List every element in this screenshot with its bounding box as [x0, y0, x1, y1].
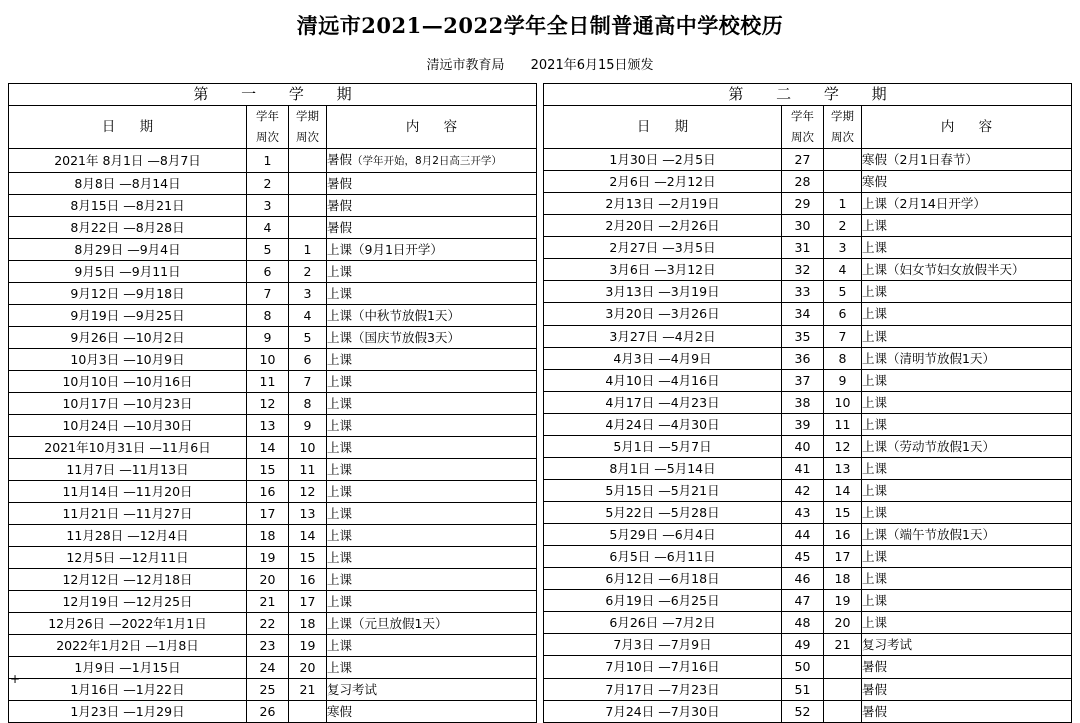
cell-content: 暑假 — [862, 678, 1072, 700]
cell-content: 上课（劳动节放假1天） — [862, 435, 1072, 457]
cell-content: 上课 — [862, 391, 1072, 413]
cell-date: 3月13日 —3月19日 — [544, 281, 782, 303]
term2-title-row — [544, 84, 1072, 106]
cell-term-week: 18 — [289, 613, 327, 635]
table-row — [544, 568, 1072, 590]
cell-date: 10月24日 —10月30日 — [9, 415, 247, 437]
table-row — [544, 149, 1072, 171]
cell-school-year-week: 4 — [247, 217, 289, 239]
issue-date-label: 2021年6月15日颁发 — [530, 58, 654, 73]
cell-school-year-week: 21 — [247, 591, 289, 613]
cell-term-week: 19 — [824, 590, 862, 612]
cell-term-week: 11 — [824, 413, 862, 435]
cell-term-week: 12 — [824, 435, 862, 457]
cell-school-year-week: 49 — [782, 634, 824, 656]
cell-school-year-week: 42 — [782, 479, 824, 501]
cell-date: 8月15日 —8月21日 — [9, 195, 247, 217]
cell-content: 上课 — [862, 568, 1072, 590]
cell-content: 上课（中秋节放假1天） — [327, 305, 537, 327]
cell-date: 7月3日 —7月9日 — [544, 634, 782, 656]
table-row — [9, 261, 537, 283]
cell-term-week: 1 — [289, 239, 327, 261]
col-header-term-week — [824, 106, 862, 149]
cell-content: 上课 — [327, 503, 537, 525]
cell-content: 寒假 — [862, 171, 1072, 193]
cell-term-week: 7 — [289, 371, 327, 393]
cell-content: 上课 — [327, 283, 537, 305]
table-row — [544, 347, 1072, 369]
cell-content: 上课 — [327, 547, 537, 569]
cell-date: 8月8日 —8月14日 — [9, 173, 247, 195]
table-row — [544, 656, 1072, 678]
table-row — [9, 525, 537, 547]
table-row — [9, 657, 537, 679]
cell-date: 2022年1月2日 —1月8日 — [9, 635, 247, 657]
cell-school-year-week: 37 — [782, 369, 824, 391]
cell-term-week: 10 — [824, 391, 862, 413]
cell-term-week: 11 — [289, 459, 327, 481]
table-row — [9, 217, 537, 239]
cell-date: 12月5日 —12月11日 — [9, 547, 247, 569]
cell-content: 上课 — [862, 612, 1072, 634]
cell-date: 6月12日 —6月18日 — [544, 568, 782, 590]
cell-date: 7月24日 —7月30日 — [544, 700, 782, 722]
cell-term-week: 10 — [289, 437, 327, 459]
col-header-term-week-line2: 周次 — [296, 130, 319, 144]
cell-term-week: 2 — [824, 215, 862, 237]
cell-term-week — [824, 171, 862, 193]
col-header-school-year-week-line1: 学年 — [791, 109, 814, 123]
cell-school-year-week: 52 — [782, 700, 824, 722]
cell-content: 暑假（学年开始，8月2日高三开学） — [327, 149, 537, 173]
document-subtitle — [0, 54, 1080, 73]
cell-date: 3月27日 —4月2日 — [544, 325, 782, 347]
cell-content: 上课 — [862, 303, 1072, 325]
table-row — [9, 305, 537, 327]
cell-content: 上课（9月1日开学） — [327, 239, 537, 261]
cell-school-year-week: 15 — [247, 459, 289, 481]
col-header-content: 内 容 — [327, 106, 537, 149]
table-row — [544, 369, 1072, 391]
cell-date: 2月27日 —3月5日 — [544, 237, 782, 259]
cell-school-year-week: 34 — [782, 303, 824, 325]
cell-school-year-week: 8 — [247, 305, 289, 327]
cell-term-week: 6 — [289, 349, 327, 371]
page-title: 清远市2021—2022学年全日制普通高中学校校历 — [296, 13, 784, 38]
cell-date: 10月3日 —10月9日 — [9, 349, 247, 371]
cell-content: 寒假（2月1日春节） — [862, 149, 1072, 171]
cell-content: 上课（2月14日开学） — [862, 193, 1072, 215]
cell-term-week: 21 — [824, 634, 862, 656]
table-row — [9, 679, 537, 701]
table-row — [9, 547, 537, 569]
table-row — [9, 239, 537, 261]
cell-school-year-week: 12 — [247, 393, 289, 415]
table-row — [544, 479, 1072, 501]
cell-content: 上课（端午节放假1天） — [862, 524, 1072, 546]
term1-header-row — [9, 106, 537, 149]
table-row — [544, 303, 1072, 325]
cell-content: 上课（国庆节放假3天） — [327, 327, 537, 349]
col-header-term-week — [289, 106, 327, 149]
cell-school-year-week: 10 — [247, 349, 289, 371]
table-row — [9, 635, 537, 657]
cell-school-year-week: 26 — [247, 701, 289, 723]
cell-term-week — [289, 217, 327, 239]
calendar-tables — [0, 83, 1080, 723]
table-row — [9, 591, 537, 613]
cell-date: 4月3日 —4月9日 — [544, 347, 782, 369]
cell-content: 上课（清明节放假1天） — [862, 347, 1072, 369]
cell-school-year-week: 31 — [782, 237, 824, 259]
cell-school-year-week: 3 — [247, 195, 289, 217]
cell-term-week: 1 — [824, 193, 862, 215]
cell-date: 5月29日 —6月4日 — [544, 524, 782, 546]
cell-date: 2月20日 —2月26日 — [544, 215, 782, 237]
cell-content: 上课 — [327, 525, 537, 547]
term2-table — [543, 83, 1072, 723]
cell-content: 上课 — [327, 569, 537, 591]
cell-content: 暑假 — [327, 173, 537, 195]
cell-term-week: 5 — [289, 327, 327, 349]
table-row — [9, 415, 537, 437]
cell-date: 11月14日 —11月20日 — [9, 481, 247, 503]
col-header-school-year-week-line2: 周次 — [791, 130, 814, 144]
cell-content: 上课 — [327, 261, 537, 283]
cell-date: 4月24日 —4月30日 — [544, 413, 782, 435]
cell-school-year-week: 33 — [782, 281, 824, 303]
cell-content: 上课 — [327, 657, 537, 679]
table-row — [544, 700, 1072, 722]
cell-term-week: 17 — [824, 546, 862, 568]
cell-content: 上课 — [862, 325, 1072, 347]
cell-school-year-week: 43 — [782, 502, 824, 524]
cell-term-week: 21 — [289, 679, 327, 701]
table-row — [544, 457, 1072, 479]
cell-school-year-week: 11 — [247, 371, 289, 393]
cell-term-week — [289, 195, 327, 217]
cell-school-year-week: 22 — [247, 613, 289, 635]
cell-date: 8月22日 —8月28日 — [9, 217, 247, 239]
table-row — [9, 503, 537, 525]
table-row — [9, 481, 537, 503]
cell-term-week — [824, 149, 862, 171]
term1-body — [9, 149, 537, 723]
cell-school-year-week: 47 — [782, 590, 824, 612]
table-row — [544, 413, 1072, 435]
cell-school-year-week: 13 — [247, 415, 289, 437]
cell-date: 8月1日 —5月14日 — [544, 457, 782, 479]
col-header-term-week-line1: 学期 — [831, 109, 854, 123]
cell-school-year-week: 24 — [247, 657, 289, 679]
table-row — [9, 349, 537, 371]
cell-term-week: 15 — [289, 547, 327, 569]
cell-school-year-week: 50 — [782, 656, 824, 678]
term2-title: 第 二 学 期 — [544, 84, 1072, 106]
cell-term-week: 9 — [289, 415, 327, 437]
issuer-label: 清远市教育局 — [426, 58, 505, 73]
plus-mark: + — [10, 672, 21, 686]
cell-school-year-week: 36 — [782, 347, 824, 369]
cell-content: 上课 — [862, 281, 1072, 303]
table-row — [544, 325, 1072, 347]
table-row — [9, 569, 537, 591]
cell-term-week: 3 — [824, 237, 862, 259]
table-row — [544, 391, 1072, 413]
cell-term-week: 4 — [824, 259, 862, 281]
cell-school-year-week: 27 — [782, 149, 824, 171]
cell-term-week: 19 — [289, 635, 327, 657]
table-row — [9, 149, 537, 173]
table-row — [544, 524, 1072, 546]
cell-date: 3月20日 —3月26日 — [544, 303, 782, 325]
cell-date: 9月19日 —9月25日 — [9, 305, 247, 327]
table-row — [9, 371, 537, 393]
cell-school-year-week: 5 — [247, 239, 289, 261]
table-row — [9, 173, 537, 195]
table-row — [9, 393, 537, 415]
cell-term-week: 7 — [824, 325, 862, 347]
cell-date: 3月6日 —3月12日 — [544, 259, 782, 281]
cell-content: 上课 — [327, 459, 537, 481]
cell-term-week: 3 — [289, 283, 327, 305]
cell-content: 上课 — [862, 590, 1072, 612]
cell-date: 7月17日 —7月23日 — [544, 678, 782, 700]
cell-school-year-week: 16 — [247, 481, 289, 503]
table-row — [544, 259, 1072, 281]
table-row — [544, 546, 1072, 568]
cell-content: 上课 — [327, 635, 537, 657]
cell-term-week: 20 — [824, 612, 862, 634]
table-row — [9, 459, 537, 481]
table-row — [544, 678, 1072, 700]
cell-term-week: 13 — [289, 503, 327, 525]
cell-term-week: 5 — [824, 281, 862, 303]
term1-table — [8, 83, 537, 723]
col-header-term-week-line1: 学期 — [296, 109, 319, 123]
cell-school-year-week: 44 — [782, 524, 824, 546]
cell-term-week: 12 — [289, 481, 327, 503]
cell-content: 暑假 — [327, 195, 537, 217]
cell-term-week: 2 — [289, 261, 327, 283]
term1-title-row — [9, 84, 537, 106]
table-row — [9, 701, 537, 723]
cell-school-year-week: 2 — [247, 173, 289, 195]
cell-school-year-week: 23 — [247, 635, 289, 657]
cell-date: 11月21日 —11月27日 — [9, 503, 247, 525]
cell-content: 上课 — [862, 413, 1072, 435]
cell-school-year-week: 1 — [247, 149, 289, 173]
cell-term-week — [824, 678, 862, 700]
cell-term-week: 18 — [824, 568, 862, 590]
cell-date: 1月30日 —2月5日 — [544, 149, 782, 171]
cell-content: 上课 — [327, 481, 537, 503]
cell-term-week: 4 — [289, 305, 327, 327]
calendar-document — [0, 10, 1080, 719]
table-row — [9, 283, 537, 305]
cell-date: 7月10日 —7月16日 — [544, 656, 782, 678]
cell-school-year-week: 7 — [247, 283, 289, 305]
cell-term-week — [289, 173, 327, 195]
cell-content: 上课 — [327, 393, 537, 415]
cell-school-year-week: 45 — [782, 546, 824, 568]
cell-content: 上课 — [862, 502, 1072, 524]
term2-header-row — [544, 106, 1072, 149]
term2-body — [544, 149, 1072, 723]
cell-school-year-week: 19 — [247, 547, 289, 569]
cell-date: 6月19日 —6月25日 — [544, 590, 782, 612]
cell-date: 1月23日 —1月29日 — [9, 701, 247, 723]
table-row — [9, 327, 537, 349]
cell-term-week: 16 — [289, 569, 327, 591]
cell-school-year-week: 41 — [782, 457, 824, 479]
cell-content: 暑假 — [862, 700, 1072, 722]
cell-school-year-week: 28 — [782, 171, 824, 193]
cell-content: 上课 — [327, 415, 537, 437]
cell-content: 复习考试 — [327, 679, 537, 701]
cell-school-year-week: 25 — [247, 679, 289, 701]
cell-content: 上课 — [327, 371, 537, 393]
cell-content: 上课 — [327, 437, 537, 459]
cell-school-year-week: 40 — [782, 435, 824, 457]
table-row — [9, 437, 537, 459]
cell-school-year-week: 6 — [247, 261, 289, 283]
cell-date: 2月6日 —2月12日 — [544, 171, 782, 193]
cell-date: 9月12日 —9月18日 — [9, 283, 247, 305]
cell-term-week: 9 — [824, 369, 862, 391]
table-row — [544, 281, 1072, 303]
cell-term-week — [289, 149, 327, 173]
cell-term-week: 8 — [289, 393, 327, 415]
cell-term-week: 13 — [824, 457, 862, 479]
cell-school-year-week: 17 — [247, 503, 289, 525]
cell-date: 10月10日 —10月16日 — [9, 371, 247, 393]
cell-term-week: 20 — [289, 657, 327, 679]
col-header-date: 日 期 — [9, 106, 247, 149]
cell-content: 暑假 — [862, 656, 1072, 678]
cell-school-year-week: 18 — [247, 525, 289, 547]
cell-term-week: 16 — [824, 524, 862, 546]
col-header-date: 日 期 — [544, 106, 782, 149]
table-row — [544, 634, 1072, 656]
table-row — [544, 237, 1072, 259]
cell-date: 9月26日 —10月2日 — [9, 327, 247, 349]
cell-date: 12月19日 —12月25日 — [9, 591, 247, 613]
col-header-school-year-week-line2: 周次 — [256, 130, 279, 144]
cell-date: 1月16日 —1月22日 — [9, 679, 247, 701]
cell-content: 上课 — [327, 349, 537, 371]
cell-term-week: 17 — [289, 591, 327, 613]
cell-date: 5月1日 —5月7日 — [544, 435, 782, 457]
cell-school-year-week: 9 — [247, 327, 289, 349]
cell-term-week: 8 — [824, 347, 862, 369]
table-row — [9, 613, 537, 635]
cell-content: 寒假 — [327, 701, 537, 723]
cell-school-year-week: 29 — [782, 193, 824, 215]
table-row — [544, 590, 1072, 612]
cell-term-week — [289, 701, 327, 723]
cell-term-week: 6 — [824, 303, 862, 325]
cell-content: 上课（妇女节妇女放假半天） — [862, 259, 1072, 281]
cell-content: 上课 — [862, 546, 1072, 568]
cell-date: 1月9日 —1月15日 — [9, 657, 247, 679]
cell-content: 上课 — [862, 457, 1072, 479]
col-header-content: 内 容 — [862, 106, 1072, 149]
table-row — [544, 171, 1072, 193]
cell-date: 8月29日 —9月4日 — [9, 239, 247, 261]
cell-date: 2月13日 —2月19日 — [544, 193, 782, 215]
cell-school-year-week: 35 — [782, 325, 824, 347]
cell-content: 复习考试 — [862, 634, 1072, 656]
cell-date: 11月28日 —12月4日 — [9, 525, 247, 547]
cell-date: 5月15日 —5月21日 — [544, 479, 782, 501]
cell-term-week: 15 — [824, 502, 862, 524]
cell-date: 2021年 8月1日 —8月7日 — [9, 149, 247, 173]
cell-date: 4月10日 —4月16日 — [544, 369, 782, 391]
cell-school-year-week: 20 — [247, 569, 289, 591]
col-header-school-year-week — [782, 106, 824, 149]
cell-school-year-week: 46 — [782, 568, 824, 590]
cell-content: 上课 — [327, 591, 537, 613]
cell-term-week: 14 — [824, 479, 862, 501]
table-row — [544, 193, 1072, 215]
col-header-school-year-week-line1: 学年 — [256, 109, 279, 123]
cell-content: 上课 — [862, 237, 1072, 259]
cell-school-year-week: 30 — [782, 215, 824, 237]
table-row — [544, 612, 1072, 634]
table-row — [544, 435, 1072, 457]
cell-content: 上课 — [862, 479, 1072, 501]
cell-term-week: 14 — [289, 525, 327, 547]
cell-date: 12月12日 —12月18日 — [9, 569, 247, 591]
cell-school-year-week: 14 — [247, 437, 289, 459]
term1-title: 第 一 学 期 — [9, 84, 537, 106]
cell-school-year-week: 38 — [782, 391, 824, 413]
cell-term-week — [824, 656, 862, 678]
cell-content: 上课（元旦放假1天） — [327, 613, 537, 635]
cell-content: 上课 — [862, 215, 1072, 237]
cell-content-note: （学年开始，8月2日高三开学） — [352, 155, 502, 167]
cell-school-year-week: 48 — [782, 612, 824, 634]
col-header-school-year-week — [247, 106, 289, 149]
cell-date: 6月26日 —7月2日 — [544, 612, 782, 634]
cell-date: 10月17日 —10月23日 — [9, 393, 247, 415]
cell-school-year-week: 32 — [782, 259, 824, 281]
table-row — [544, 502, 1072, 524]
table-row — [544, 215, 1072, 237]
col-header-term-week-line2: 周次 — [831, 130, 854, 144]
cell-date: 11月7日 —11月13日 — [9, 459, 247, 481]
cell-date: 6月5日 —6月11日 — [544, 546, 782, 568]
cell-school-year-week: 39 — [782, 413, 824, 435]
cell-school-year-week: 51 — [782, 678, 824, 700]
table-row — [9, 195, 537, 217]
cell-term-week — [824, 700, 862, 722]
cell-date: 4月17日 —4月23日 — [544, 391, 782, 413]
cell-date: 9月5日 —9月11日 — [9, 261, 247, 283]
cell-content: 暑假 — [327, 217, 537, 239]
cell-date: 5月22日 —5月28日 — [544, 502, 782, 524]
cell-date: 2021年10月31日 —11月6日 — [9, 437, 247, 459]
cell-date: 12月26日 —2022年1月1日 — [9, 613, 247, 635]
cell-content: 上课 — [862, 369, 1072, 391]
